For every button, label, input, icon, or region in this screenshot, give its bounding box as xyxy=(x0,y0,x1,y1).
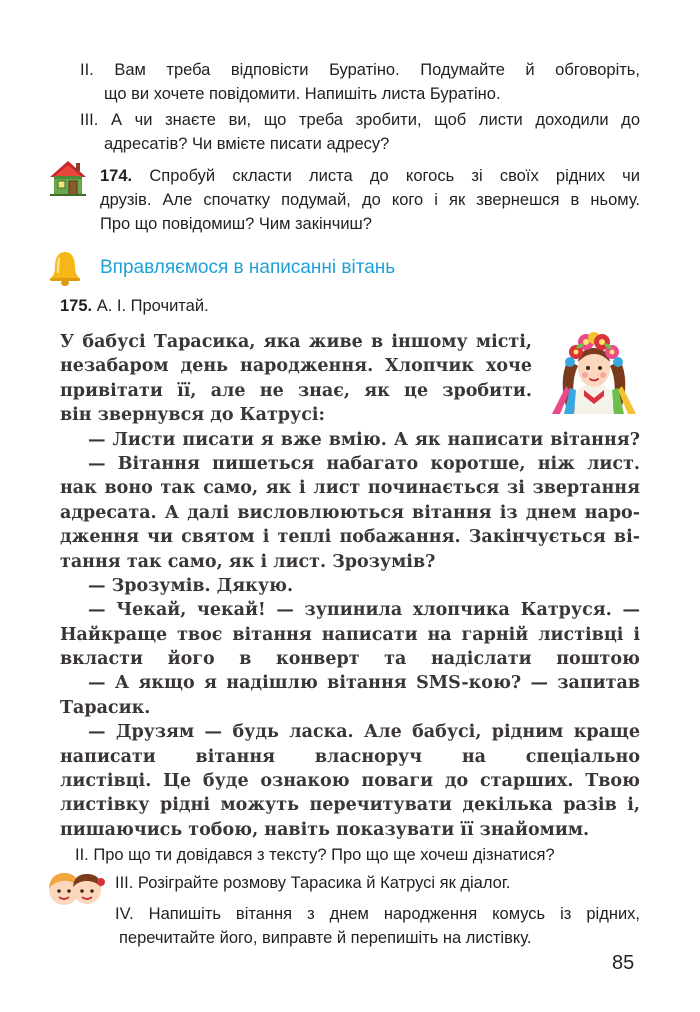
task-text-line2: друзів. Але спочатку подумай, до кого і як звернешся в ньому. xyxy=(100,191,640,209)
story-line: вкласти його в конверт та надіслати поштою xyxy=(60,649,640,670)
task-number: 174. xyxy=(100,167,133,185)
children-icon xyxy=(44,868,106,908)
story-line: Тарасик. xyxy=(60,697,151,718)
story-line: дження чи святом і теплі побажання. Закінчується ві- xyxy=(60,527,640,548)
question-2: II. Про що ти довідався з тексту? Про що ще хочеш дізнатися? xyxy=(75,846,555,864)
question-3: III. Розіграйте розмову Тарасика й Катрусі як діалог. xyxy=(115,874,511,892)
item-marker: II. xyxy=(80,61,94,79)
story-line: пишаючись тобою, навіть показувати її знайомим. xyxy=(60,819,590,840)
item-marker: III. xyxy=(80,111,99,129)
house-icon xyxy=(48,158,88,198)
question-4-line2: перечитайте його, виправте й перепишіть на листівку. xyxy=(119,929,532,947)
story-line: листівку рідні можуть перечитувати декілька разів і, xyxy=(60,795,640,816)
story-line: він звернувся до Катрусі: xyxy=(60,405,325,426)
story-line: — Зрозумів. Дякую. xyxy=(88,575,294,596)
question-4 xyxy=(115,902,640,950)
story-text xyxy=(60,330,640,842)
item-text-cont: що ви хочете повідомити. Напишіть листа Буратіно. xyxy=(104,85,501,103)
task-number: 175. xyxy=(60,297,93,315)
story-line: привітати її, але не знає, як це зробити. xyxy=(60,380,532,401)
story-line: листівці. Це буде ознакою поваги до старших. Твою xyxy=(60,771,640,792)
question-4-line1: IV. Напишіть вітання з днем народження комусь із рідних, xyxy=(115,905,640,923)
bell-icon xyxy=(48,250,82,286)
story-line: тання так само, як і лист. Зрозумів? xyxy=(60,551,436,572)
story-line: — Друзям — будь ласка. Але бабусі, рідним краще xyxy=(88,722,640,743)
task-text: Спробуй скласти листа до когось зі своїх рідних чи xyxy=(149,167,640,185)
story-line: адресата. А далі висловлюються вітання із днем наро- xyxy=(60,502,640,523)
task-175 xyxy=(60,294,209,318)
item-text-cont: адресатів? Чи вмієте писати адресу? xyxy=(104,135,390,153)
task-instruction: А. І. Прочитай. xyxy=(96,297,209,315)
section-heading: Вправляємося в написанні вітань xyxy=(100,257,396,278)
story-line: — А якщо я надішлю вітання SMS-кою? — запитав xyxy=(88,673,640,694)
story-line: — Листи писати я вже вмію. А як написати вітання? xyxy=(88,429,640,450)
story-line: написати вітання власноруч на спеціально xyxy=(60,746,640,767)
story-line: незабаром день народження. Хлопчик хоче xyxy=(60,356,532,377)
story-line: — Вітання пишеться набагато коротше, ніж лист. xyxy=(88,453,640,474)
item-text: Вам треба відповісти Буратіно. Подумайте й обговоріть, xyxy=(114,61,640,79)
story-line: — Чекай, чекай! — зупинила хлопчика Катруся. — xyxy=(88,600,640,621)
page-number: 85 xyxy=(612,952,635,974)
task-174 xyxy=(100,164,640,236)
story-line: нак воно так само, як і лист починається зі звертання xyxy=(60,478,640,499)
intro-item-3 xyxy=(80,108,640,156)
item-text: А чи знаєте ви, що треба зробити, щоб листи доходили до xyxy=(111,111,640,129)
task-text-line3: Про що повідомиш? Чим закінчиш? xyxy=(100,215,372,233)
intro-item-2 xyxy=(80,58,640,106)
story-line: У бабусі Тарасика, яка живе в іншому місті, xyxy=(60,332,532,352)
story-line: Найкраще твоє вітання написати на гарній листівці і xyxy=(60,624,640,645)
